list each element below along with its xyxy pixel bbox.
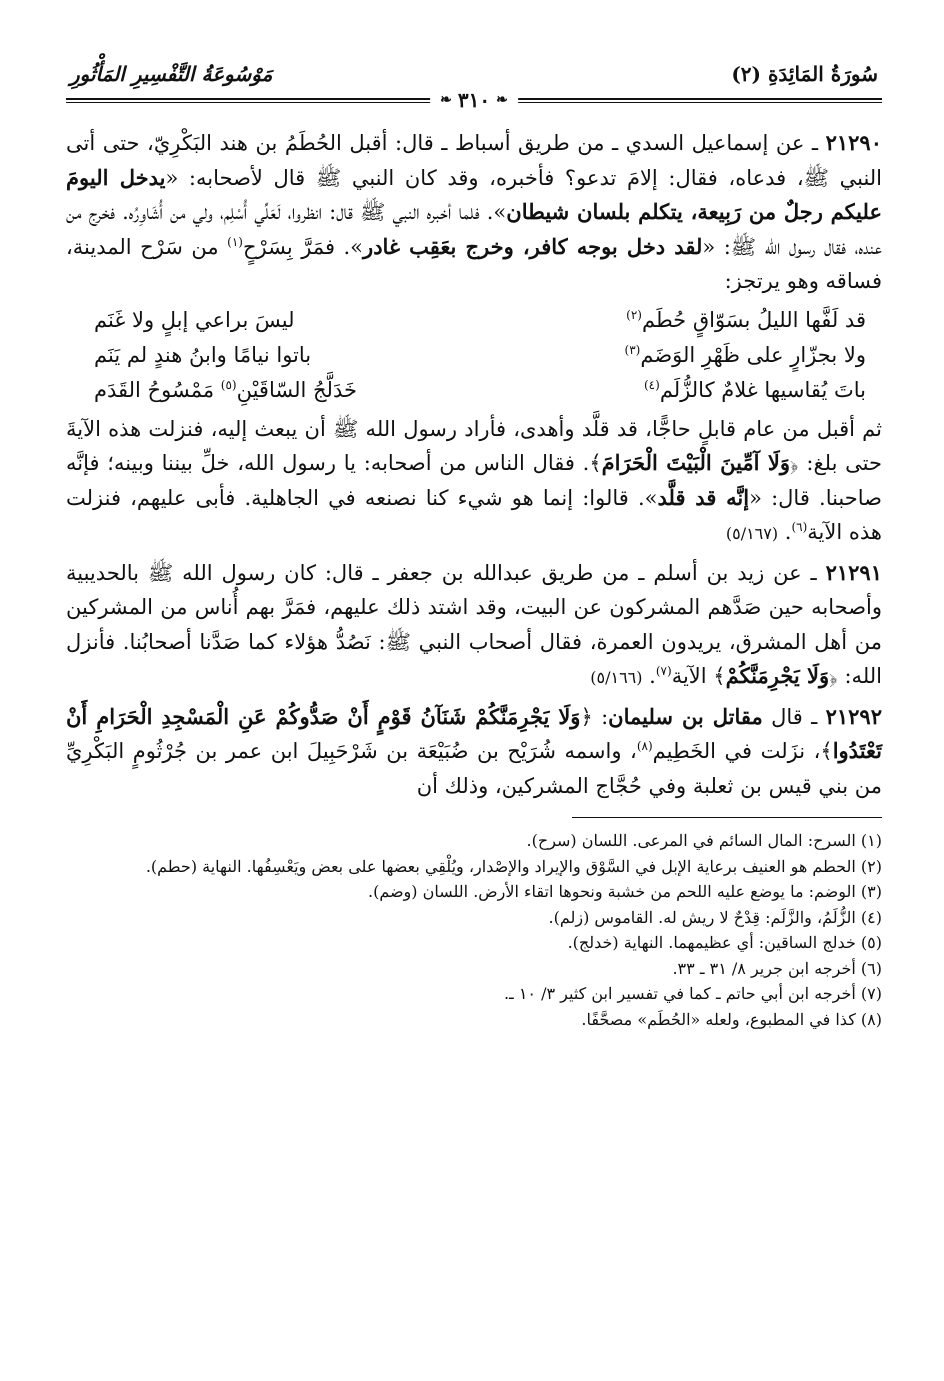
hadith-quote: يدخل اليومَ عليكم رجلٌ من رَبِيعة، يتكلم بلسان شيطان: [66, 164, 882, 224]
footnote: (٤) الزُّلَمُ، والزَّلَم: قِدْحٌ لا ريش له. القاموس (زلم).: [548, 907, 882, 927]
footnote-marker: (٧): [655, 664, 672, 678]
entry-text: .: [642, 664, 656, 688]
footnote-marker: (٦): [791, 520, 808, 534]
entry-text: ». قالوا: إنما هو شيء كنا نصنعه في الجاهلية. فأبى عليهم، فنزلت هذه الآية: [66, 485, 882, 544]
footnote: (٢) الحطم هو العنيف برعاية الإبل في السَّوْق والإيراد والإصْدار، ويُلْقِي بعضها على بعض ويَعْسِفُها. النهاية (حطم).: [145, 856, 882, 876]
entry-text: ». فلما أخبره النبي ﷺ قال: انظروا، لَعَلِّي أُسْلِم، ولي من أُشَاوِرُه. فخرج من عنده، فقال رسول الله ﷺ: «: [66, 200, 882, 259]
entry-number: ٢١٢٩٠: [825, 130, 882, 155]
quran-quote: وَلَا يَجْرِمَنَّكُمْ: [725, 663, 830, 688]
entry-text: ، واسمه شُرَيْح بن ضُبَيْعَة بن شَرْحَبِيلَ ابن عمر بن جُرْثُومٍ البَكْرِيِّ من بني قيس بن ثعلبة وفي حُجَّاج المشركين، وذلك أن: [66, 739, 882, 798]
footnote-marker: (١): [227, 234, 243, 249]
verse-line: [66, 373, 882, 408]
document-page: [66, 62, 882, 1351]
footnote-marker: (٨): [636, 739, 653, 753]
page-header: [66, 62, 882, 112]
footnote-marker: (٤): [643, 377, 660, 392]
ornament-icon: ❧: [440, 92, 452, 108]
footnote: (٧) أخرجه ابن أبي حاتم ـ كما في تفسير ابن كثير ٣/ ١٠ ـ.: [503, 984, 882, 1003]
volume-reference: (٥/١٦٧): [725, 524, 779, 543]
entry-text: ». فمَرَّ بِسَرْحٍ: [242, 234, 364, 259]
surah-title: سُورَةُ المَائِدَةِ (٢): [731, 62, 878, 86]
footnote: (٦) أخرجه ابن جرير ٨/ ٣١ ـ ٣٣.: [672, 958, 882, 978]
book-title: مَوْسُوعَةُ التَّفْسِيرِ المَأْثُورِ: [70, 62, 273, 86]
volume-reference: (٥/١٦٦): [590, 668, 643, 687]
page-number: ٣١٠: [457, 88, 491, 112]
entry-text: ﴾. فقال الناس من أصحابه: يا رسول الله، خلِّ بيننا وبينه؛ فإنَّه صاحبنا. قال: «: [66, 451, 882, 510]
ornament-icon: ❧: [496, 92, 508, 108]
footnote-separator: [572, 817, 882, 818]
main-text: [66, 126, 882, 803]
entry-text: ـ عن إسماعيل السدي ـ من طريق أسباط ـ قال: أقبل الحُطَمُ بن هند البَكْرِيّ، حتى أتى النبي ﷺ، فدعاه، فقال: إلامَ تدعو؟ فأخبره، وقد كان النبي ﷺ قال لأصحابه: «: [66, 131, 883, 190]
verse-second-half: باتوا نيامًا وابنُ هندٍ لم يَنَم: [94, 342, 312, 367]
verse-line: [66, 303, 882, 338]
entry-text: ـ قال: [762, 704, 826, 729]
verse-first-half: ولا بجزّارٍ على ظَهْرِ الوَضَم$^{(٣)}$: [624, 342, 866, 367]
entry-text: من سَرْح المدينة، فساقه وهو يرتجز:: [66, 234, 882, 293]
quran-quote: وَلَا آمِّينَ الْبَيْتَ الْحَرَامَ: [601, 450, 791, 475]
entry-text: ـ عن زيد بن أسلم ـ من طريق عبدالله بن جعفر ـ قال: كان رسول الله ﷺ بالحديبية وأصحابه حين صَدَّهم المشركون عن البيت، وقد اشتد ذلك عليهم، فمَرَّ بهم أُناس من المشركين من أهل المشرق، يريدون العمرة، فقال أصحاب النبي ﷺ: نَصُدُّ هؤلاء كما صَدَّنا أصحابُنا. فأنزل الله: ﴿: [66, 560, 882, 688]
footnote: (٥) خدلج الساقين: أي عظيمهما. النهاية (خدلج).: [567, 933, 882, 952]
page-number-box: [430, 88, 518, 112]
verse-second-half: خَدَلَّجُ السّاقَيْنِ$^{(٥)}$ مَمْسُوحُ القَدَم: [94, 377, 357, 402]
verse-line: [66, 338, 882, 373]
quran-quote: وَلَا يَجْرِمَنَّكُمْ شَنَآنُ قَوْمٍ أَنْ صَدُّوكُمْ عَنِ الْمَسْجِدِ الْحَرَامِ أَنْ تَعْتَدُوا: [66, 703, 883, 763]
verse-first-half: قد لَفَّها الليلُ بسَوّاقٍ حُطَم$^{(٢)}$: [626, 307, 866, 332]
footnotes: [66, 828, 882, 1032]
hadith-quote: لقد دخل بوجه كافر، وخرج بعَقِب غادر: [363, 233, 703, 259]
footnote: (١) السرح: المال السائم في المرعى. اللسان (سرح).: [526, 831, 882, 850]
entry-text: .: [778, 520, 792, 544]
entry-text: ﴾ الآية: [671, 664, 726, 688]
entry-number: ٢١٢٩٢: [825, 703, 882, 729]
narrator-name: مقاتل بن سليمان: [608, 703, 763, 729]
entry-text: ثم أقبل من عام قابلٍ حاجًّا، قد قلَّد وأهدى، فأراد رسول الله ﷺ أن يبعث إليه، فنزلت هذه الآيةَ حتى بلغ: ﴿: [66, 416, 882, 475]
footnote-marker: (٢): [626, 307, 642, 322]
entry-number: ٢١٢٩١: [825, 559, 882, 585]
entry-21291: [66, 556, 882, 696]
verse-first-half: باتَ يُقاسيها غلامٌ كالزُّلَم$^{(٤)}$: [643, 377, 866, 402]
footnote-marker: (٥): [220, 377, 237, 392]
entry-21290-continued: [66, 412, 882, 552]
entry-21290: [66, 126, 882, 299]
footnote-marker: (٣): [624, 342, 641, 357]
footnote: (٨) كذا في المطبوع، ولعله «الحُطَم» مصحَّفًا.: [581, 1009, 882, 1029]
entry-text: : ﴿: [580, 704, 609, 729]
entry-21292: [66, 700, 882, 804]
poem-verses: [66, 303, 882, 408]
hadith-quote: إنَّه قد قلَّد: [657, 484, 750, 510]
footnote: (٣) الوضم: ما يوضع عليه اللحم من خشبة ونحوها اتقاء الأرض. اللسان (وضم).: [367, 882, 882, 901]
entry-text: ﴾، نزَلت في الخَطِيم: [652, 739, 833, 763]
verse-second-half: ليسَ براعي إبلٍ ولا غَنَم: [94, 307, 295, 332]
